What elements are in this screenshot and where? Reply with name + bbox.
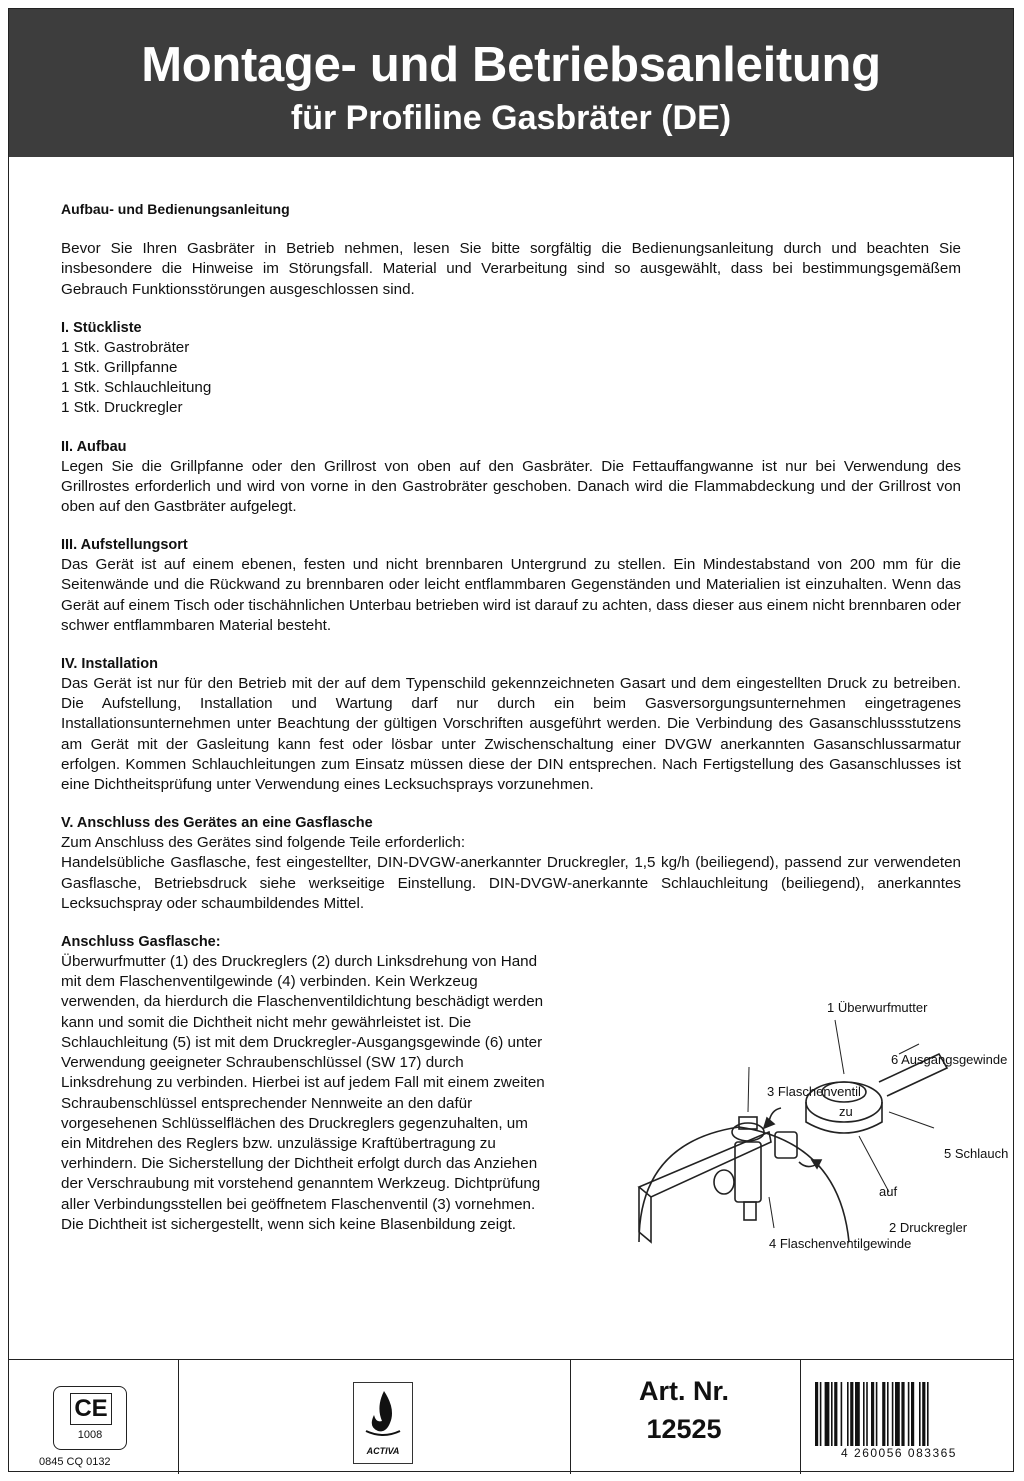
intro-text: Bevor Sie Ihren Gasbräter in Betrieb nehmen, lesen Sie bitte sorgfältig die Bedienungsanleitung durch und beachten Sie insbesondere die Hinweise im Störungsfall. Material und Verarbeitung sind so ausgewählt, dass bei bestimmungsgemäßem Gebrauch Funktionsstörungen ausgeschlossen sind.: [61, 240, 961, 298]
section-text: Das Gerät ist auf einem ebenen, festen und nicht brennbaren Untergrund zu stellen. Ein Mindestabstand von 200 mm für die Seitenwände und die Rückwand zu brennbaren oder leicht entflammbaren Gegenständen und Materialien ist einzuhalten. Wenn das Gerät auf einem Tisch oder tischähnlichen Unterbau betrieben wird ist darauf zu achten, dass dieser aus einem nicht brennbaren oder schwer entflammbaren Material besteht.: [61, 556, 961, 634]
ce-number: 1008: [77, 1429, 103, 1441]
activa-logo: [353, 1382, 413, 1464]
ce-code: 0845 CQ 0132: [39, 1456, 111, 1468]
section-stueckliste: [61, 318, 961, 419]
section-heading: IV. Installation: [61, 656, 158, 673]
label-flaschenventilgewinde: 4 Flaschenventilgewinde: [769, 1236, 912, 1252]
page-title: Montage- und Betriebsanleitung: [141, 38, 881, 92]
section-heading: I. Stückliste: [61, 319, 142, 336]
barcode: [809, 1380, 989, 1460]
section-text: Überwurfmutter (1) des Druckreglers (2) durch Linksdrehung von Hand mit dem Flaschenventilgewinde (4) verbinden. Kein Werkzeug verwenden, da hierdurch die Flaschenventildichtung beschädigt werden kann und somit die Dichtheit nicht mehr gewährleistet ist. Die Schlauchleitung (5) ist mit dem Druckregler-Ausgangsgewinde (6) unter Verwendung geeigneter Schraubenschlüssel (SW 17) durch Linksdrehung zu verbinden. Hierbei ist auf jedem Fall mit einem zweiten Schraubenschlüssel entsprechender Nennweite an den dafür vorgesehenen Schlüsselflächen des Druckreglers gegenzuhalten, um ein Mitdrehen des Reglers bzw. unzulässige Kraftübertragung zu verhindern. Die Sicherstellung der Dichtheit erfolgt durch das Anziehen der Verschraubung mit vorstehend genanntem Werkzeug. Dichtprüfung aller Verbindungsstellen bei geöffnetem Flaschenventil (3) vornehmen. Die Dichtheit ist sichergestellt, wenn sich keine Blasenbildung zeigt.: [61, 953, 545, 1233]
art-number: 12525: [646, 1414, 722, 1444]
label-ausgangsgewinde: 6 Ausgangsgewinde: [891, 1052, 1008, 1068]
list-item: 1 Stk. Grillpfanne: [61, 359, 178, 377]
label-schlauch: 5 Schlauch: [944, 1146, 1009, 1162]
section-text: Handelsübliche Gasflasche, fest eingestellter, DIN-DVGW-anerkannter Druckregler, 1,5 kg/h (beiliegend), passend zur verwendeten Gasflasche, Betriebsdruck siehe werkseitige Einstellung. DIN-DVGW-anerkannte Schlauchleitung (beiliegend), anerkanntes Lecksuchspray oder schaumbildendes Mittel.: [61, 854, 961, 912]
section-text: Zum Anschluss des Gerätes sind folgende Teile erforderlich:: [61, 834, 466, 852]
article-cell: [571, 1360, 801, 1474]
page-subtitle: für Profiline Gasbräter (DE): [290, 99, 732, 137]
section-heading: II. Aufbau: [61, 438, 127, 455]
ce-label: [53, 1386, 127, 1450]
flame-icon: [354, 1383, 412, 1443]
section-text: Legen Sie die Grillpfanne oder den Grillrost von oben auf den Gasbräter. Die Fettauffangwanne ist nur bei Verwendung des Grillrostes erforderlich und wird von vorne in den Gastrobräter geschoben. Danach wird die Flammabdeckung und der Grillrost von oben auf den Gastbräter aufgelegt.: [61, 457, 961, 516]
page-frame: [8, 8, 1014, 1472]
regulator-diagram: [599, 992, 1009, 1252]
ce-mark: CE: [70, 1393, 112, 1425]
section-anschluss: [61, 813, 961, 914]
list-item: 1 Stk. Schlauchleitung: [61, 379, 212, 397]
instructions-body: [61, 199, 1009, 1262]
section-heading: V. Anschluss des Gerätes an eine Gasflasche: [61, 815, 373, 832]
label-ueberwurfmutter: 1 Überwurfmutter: [827, 1000, 928, 1016]
section-gasflasche: [61, 932, 1009, 1262]
footer-bar: [9, 1359, 1013, 1474]
section-text: Das Gerät ist nur für den Betrieb mit der auf dem Typenschild gekennzeichneten Gasart und dem eingestellten Druck zu betreiben. Die Aufstellung, Installation und Wartung darf nur durch ein beim Gasversorgungsunternehmen eingetragenes Installationsunternehmen unter Beachtung der gültigen Vorschriften ausgeführt werden. Die Verbindung des Gasanschlussstutzens am Gerät mit der Gasleitung kann fest oder lösbar unter Zwischenschaltung einer DVGW anerkannten Gasanschlussarmatur erfolgen. Kommen Schlauchleitungen zum Einsatz müssen diese der DIN entsprechen. Nach Fertigstellung des Gasanschlusses ist eine Dichtheitsprüfung unter Verwendung eines Lecksuchsprays vorzunehmen.: [61, 675, 961, 794]
section-aufbau: [61, 437, 961, 518]
label-zu: zu: [839, 1104, 853, 1120]
intro-heading: Aufbau- und Bedienungsanleitung: [61, 201, 290, 217]
label-druckregler: 2 Druckregler: [889, 1220, 968, 1236]
section-aufstellungsort: [61, 535, 961, 636]
section-installation: [61, 654, 961, 795]
label-auf: auf: [879, 1184, 898, 1200]
header-banner: [9, 9, 1013, 157]
logo-cell: [179, 1360, 571, 1474]
barcode-icon: [809, 1380, 989, 1450]
brand-name: ACTIVA: [366, 1446, 400, 1456]
ce-cell: [9, 1360, 179, 1474]
label-flaschenventil: 3 Flaschenventil: [767, 1084, 861, 1100]
list-item: 1 Stk. Druckregler: [61, 399, 183, 417]
section-heading: Anschluss Gasflasche:: [61, 934, 221, 951]
section-heading: III. Aufstellungsort: [61, 537, 188, 554]
barcode-number: 4 260056 083365: [809, 1446, 989, 1460]
parts-list: [61, 338, 961, 419]
list-item: 1 Stk. Gastrobräter: [61, 338, 190, 356]
art-label: Art. Nr.: [638, 1376, 730, 1406]
